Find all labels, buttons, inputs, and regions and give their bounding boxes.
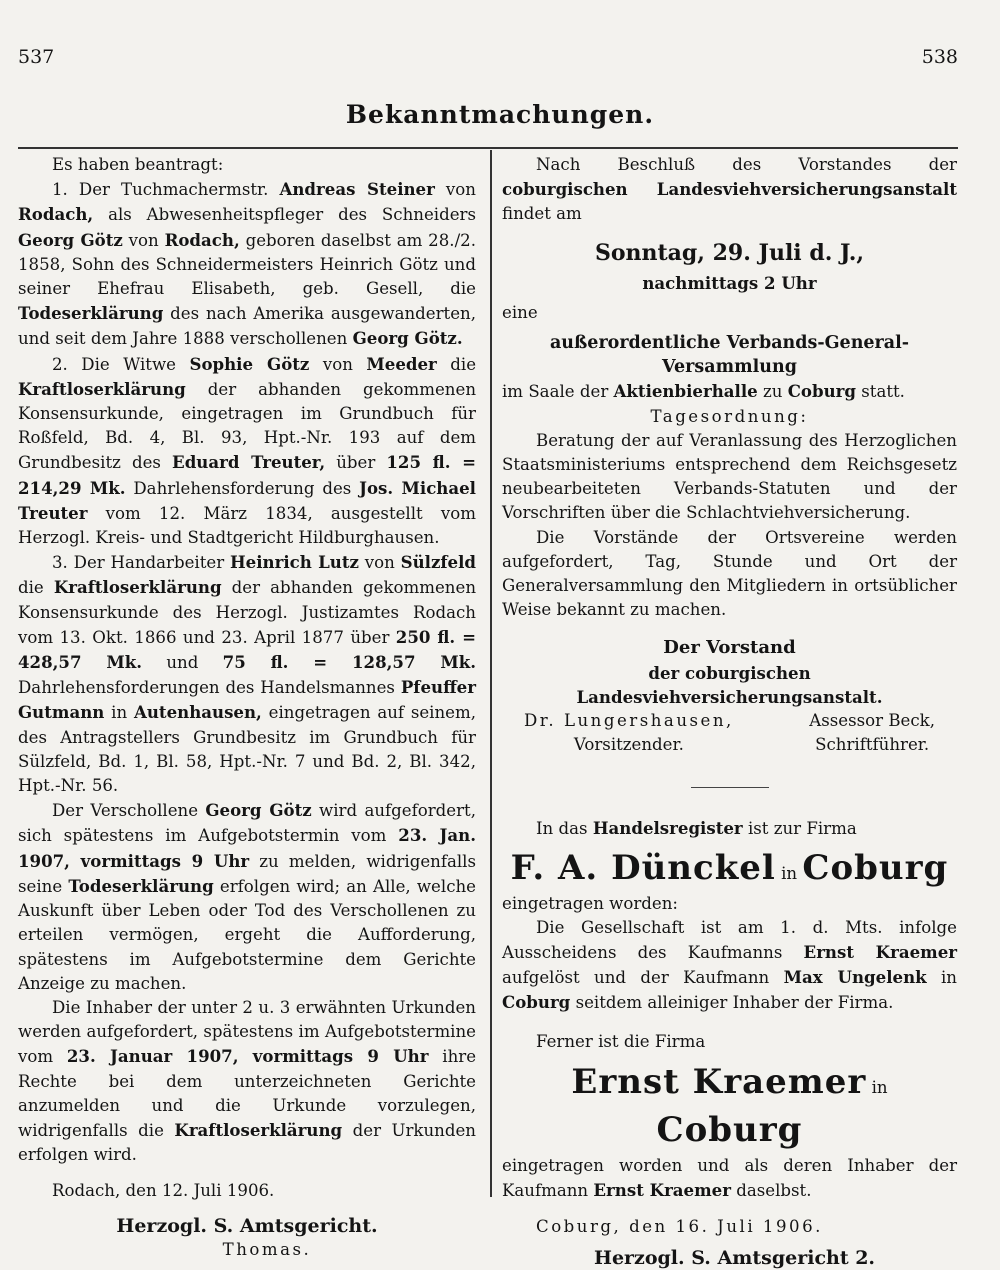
meeting-time: nachmittags 2 Uhr: [642, 272, 817, 293]
text: in: [781, 863, 798, 883]
text: Dahrlehensforderung des: [133, 478, 352, 498]
name-bold: Sophie Götz: [189, 353, 310, 374]
secretary-role: Schriftführer.: [815, 735, 930, 755]
section-divider: [691, 787, 769, 788]
firm-name-2: [502, 1058, 957, 1154]
text: statt.: [861, 382, 905, 402]
text: 1. Der Tuchmachermstr.: [52, 180, 269, 200]
amount-bold: 250 fl. = 428,57 Mk.: [18, 626, 476, 673]
name-bold: Max Ungelenk: [783, 967, 927, 988]
name-bold: Eduard Treuter,: [172, 452, 326, 473]
text: der abhanden gekommenen Konsensurkunde des Herzogl. Justizamtes Rodach vom 13. Okt. 1866 und 23. April 1877 über: [18, 578, 477, 647]
text: erfolgen wird; an Alle, welche Auskunft über Leben oder Tod des Verschollenen zu erteilen vermögen, ergeht die Aufforderung, spätestens im Aufgebotstermine dem Gerichte Anzeige zu machen.: [18, 876, 476, 993]
firm-name: F. A. Dünckel: [510, 847, 776, 888]
place-bold: Rodach,: [18, 204, 94, 225]
amount-bold: 125 fl. = 214,29 Mk.: [18, 452, 476, 498]
meeting-title: außerordentliche Verbands-General-Versammlung: [549, 333, 910, 378]
chair-name: Dr. Lungershausen,: [524, 711, 734, 731]
chair-role: Vorsitzender.: [573, 735, 684, 755]
text: der abhanden gekommenen Konsensurkunde, eingetragen im Grundbuch für Roßfeld, Bd. 4, Bl. 93, Hpt.-Nr. 193 auf dem Grundbesitz des: [18, 379, 477, 473]
page-heading: Bekanntmachungen.: [345, 100, 655, 129]
name-bold: Georg Götz: [18, 229, 123, 250]
text: der Urkunden erfolgen wird.: [18, 1120, 476, 1165]
name-bold: Georg Götz.: [352, 328, 463, 349]
text: vom 12. März 1834, ausgestellt vom Herzogl. Kreis- und Stadtgericht Hildburghausen.: [18, 503, 476, 548]
meeting-date: Sonntag, 29. Juli d. J.,: [594, 239, 865, 266]
place-bold: Meeder: [366, 353, 437, 374]
text: aufgelöst und der Kaufmann: [502, 968, 770, 988]
meeting-place: [502, 379, 957, 404]
text: wird aufgefordert, sich spätestens im Aufgebotstermin vom: [18, 801, 476, 846]
place-bold: Autenhausen,: [133, 702, 262, 723]
text: von: [128, 230, 159, 250]
application-1: [18, 177, 476, 351]
right-column: [502, 150, 957, 1270]
meeting-notice: [502, 153, 957, 227]
board-institution: der coburgischen Landesviehversicherungsanstalt.: [576, 662, 883, 707]
text: über: [336, 453, 376, 473]
firm-place: Coburg: [656, 1109, 803, 1150]
instructions: Die Vorstände der Ortsvereine werden aufgefordert, Tag, Stunde und Ort der Generalversammlung den Mitgliedern in ortsüblicher Weise bekannt zu machen.: [502, 527, 957, 620]
place-bold: Coburg: [787, 381, 856, 402]
judge-name: Thomas.: [222, 1239, 312, 1259]
name-bold: Georg Götz: [205, 800, 312, 821]
text: in: [871, 1077, 888, 1097]
intro-line: Es haben beantragt:: [52, 155, 224, 174]
text: ihre Rechte bei dem unterzeichneten Gerichte anzumelden und die Urkunde vorzulegen, widrigenfalls die: [18, 1047, 477, 1140]
text: findet am: [502, 204, 582, 224]
page-number-right: 538: [921, 46, 958, 68]
text: Dahrlehensforderungen des Handelsmannes: [18, 678, 395, 698]
text: eingetragen worden und als deren Inhaber der Kaufmann: [502, 1155, 957, 1201]
place-bold: Sülzfeld: [400, 552, 477, 573]
firm-place: Coburg: [802, 847, 949, 888]
term-bold: Kraftloserklärung: [174, 1119, 343, 1140]
text: in: [941, 968, 957, 988]
name-bold: Heinrich Lutz: [229, 552, 359, 573]
amount-bold: 75 fl. = 128,57 Mk.: [222, 652, 476, 673]
date-bold: 23. Januar 1907, vormittags 9 Uhr: [66, 1046, 429, 1067]
register-further: Ferner ist die Firma: [536, 1031, 706, 1051]
agenda-text: Beratung der auf Veranlassung des Herzoglichen Staatsministeriums entsprechend dem Reichsgesetz neubearbeiteten Verbands-Statuten und der Vorschriften über die Schlachtviehversicherung.: [502, 430, 957, 523]
column-divider: [490, 150, 492, 1197]
register-place-date: Coburg, den 16. Juli 1906.: [536, 1217, 823, 1237]
text: die: [450, 354, 477, 374]
text: Nach Beschluß des Vorstandes der: [536, 155, 957, 174]
text: in: [111, 703, 128, 723]
text: von: [445, 180, 476, 200]
application-2: [18, 352, 476, 551]
heading-rule: [18, 147, 958, 149]
text: die: [18, 578, 44, 598]
institution-bold: coburgischen Landesviehversicherungsanstalt: [502, 179, 957, 200]
register-entered: eingetragen worden:: [502, 893, 679, 913]
text: daselbst.: [736, 1181, 812, 1201]
signatory-secretary: [809, 709, 935, 757]
name-bold: Andreas Steiner: [279, 179, 435, 200]
term-bold: Handelsregister: [592, 818, 743, 839]
text: 3. Der Handarbeiter: [52, 553, 225, 573]
name-bold: Jos. Michael Treuter: [18, 477, 476, 523]
text: zu: [762, 382, 783, 402]
text: ist zur Firma: [747, 819, 857, 839]
term-bold: Kraftloserklärung: [18, 378, 186, 399]
firm-name-1: [502, 844, 957, 892]
text: und: [166, 653, 199, 673]
text: 2. Die Witwe: [52, 354, 176, 374]
text: als Abwesenheitspfleger des Schneiders: [108, 205, 476, 225]
register-intro: [502, 816, 957, 841]
term-bold: Todeserklärung: [68, 875, 214, 896]
text: geboren daselbst am 28./2. 1858, Sohn des Schneidermeisters Heinrich Götz und seiner Ehefrau Elisabeth, geb. Gesell, die: [18, 230, 476, 299]
notice-intro: [18, 153, 476, 177]
name-bold: Ernst Kraemer: [803, 942, 958, 963]
meeting-eine: eine: [502, 302, 538, 322]
place-date: Rodach, den 12. Juli 1906.: [52, 1181, 275, 1201]
place-bold: Rodach,: [164, 229, 240, 250]
register-text: [502, 916, 957, 1016]
firm-name: Ernst Kraemer: [571, 1061, 867, 1102]
text: des nach Amerika ausgewanderten, und seit dem Jahre 1888 verschollenen: [18, 304, 477, 349]
text: seitdem alleiniger Inhaber der Firma.: [575, 993, 894, 1013]
name-bold: Ernst Kraemer: [593, 1180, 731, 1201]
text: In das: [536, 819, 588, 839]
text: von: [322, 354, 353, 374]
left-column: [18, 150, 476, 1262]
signatory-chair: [524, 709, 734, 757]
summons-missing: [18, 798, 476, 996]
term-bold: Todeserklärung: [18, 303, 164, 324]
register-court: Herzogl. S. Amtsgericht 2.: [594, 1246, 876, 1269]
register-owner: [502, 1154, 957, 1203]
date-bold: 23. Jan. 1907, vormittags 9 Uhr: [18, 825, 476, 871]
text: Die Gesellschaft ist am 1. d. Mts. infolge Ausscheidens des Kaufmanns: [502, 917, 957, 963]
summons-holders: [18, 996, 476, 1167]
place-bold: Coburg: [502, 992, 571, 1013]
term-bold: Kraftloserklärung: [53, 577, 222, 598]
text: eingetragen auf seinem, des Antragstellers Grundbesitz im Grundbuch für Sülzfeld, Bd. 1, Bl. 58, Hpt.-Nr. 7 und Bd. 2, Bl. 342, Hpt.-Nr. 56.: [18, 703, 477, 796]
name-bold: Pfeuffer Gutmann: [18, 677, 476, 723]
agenda-heading: Tagesordnung:: [650, 406, 809, 426]
text: zu melden, widrigenfalls seine: [18, 851, 476, 896]
venue-bold: Aktienbierhalle: [613, 381, 758, 402]
court-signature: Herzogl. S. Amtsgericht.: [116, 1214, 378, 1237]
secretary-name: Assessor Beck,: [809, 711, 935, 731]
board-signature: Der Vorstand: [663, 637, 796, 659]
text: Der Verschollene: [52, 801, 199, 821]
text: von: [364, 553, 395, 573]
application-3: [18, 550, 476, 798]
board-signatories: [502, 709, 957, 757]
text: Die Inhaber der unter 2 u. 3 erwähnten Urkunden werden aufgefordert, spätestens im Aufgebotstermine vom: [18, 997, 476, 1067]
text: im Saale der: [502, 382, 609, 402]
page-number-left: 537: [18, 46, 55, 68]
